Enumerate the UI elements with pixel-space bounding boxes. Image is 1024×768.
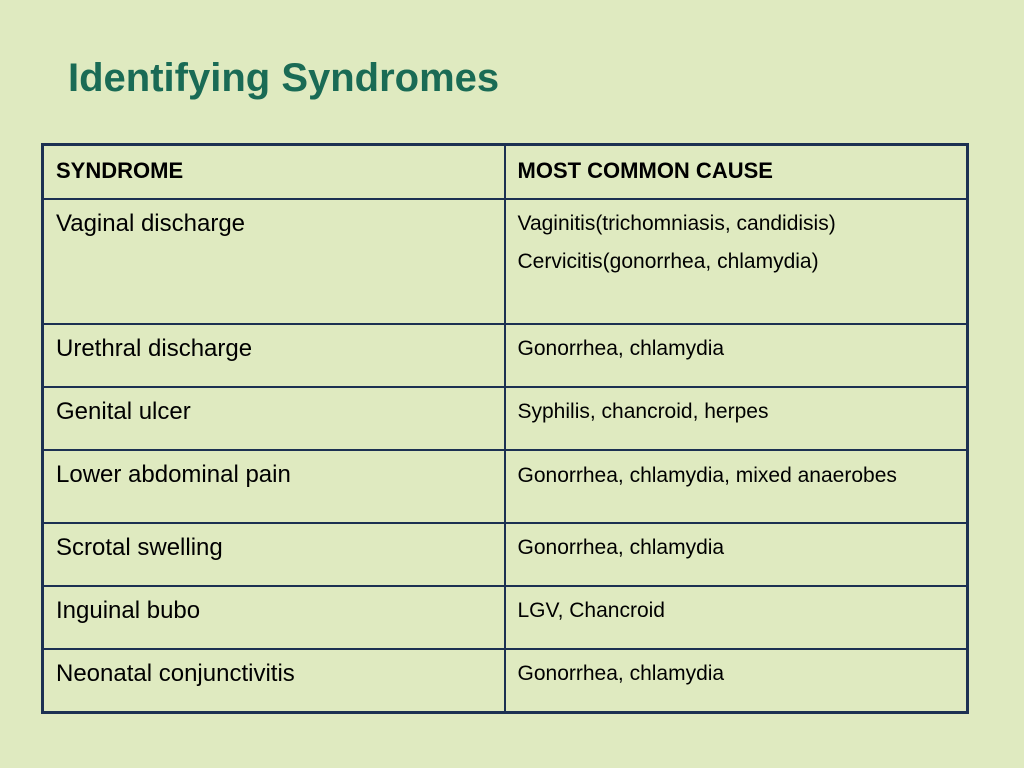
cause-line: Cervicitis(gonorrhea, chlamydia)	[517, 249, 819, 273]
cause-cell	[505, 450, 968, 523]
table-row	[43, 523, 968, 586]
table-row	[43, 649, 968, 713]
table-row	[43, 324, 968, 387]
syndrome-cell: Inguinal bubo	[43, 586, 505, 649]
cause-cell	[505, 523, 968, 586]
cause-line: Gonorrhea, chlamydia	[517, 336, 725, 360]
slide-title: Identifying Syndromes	[68, 56, 500, 100]
header-syndrome: SYNDROME	[43, 145, 505, 199]
syndrome-cell: Scrotal swelling	[43, 523, 505, 586]
cause-line: Gonorrhea, chlamydia	[517, 661, 725, 685]
header-most-common-cause: MOST COMMON CAUSE	[505, 145, 968, 199]
table-row	[43, 450, 968, 523]
cause-line: Gonorrhea, chlamydia	[517, 535, 725, 559]
syndrome-cell: Urethral discharge	[43, 324, 505, 387]
syndrome-cell: Genital ulcer	[43, 387, 505, 450]
cause-cell	[505, 199, 968, 324]
cause-line: Gonorrhea, chlamydia, mixed anaerobes	[517, 463, 897, 487]
cause-cell	[505, 586, 968, 649]
cause-line: Syphilis, chancroid, herpes	[517, 399, 769, 423]
header-row	[43, 145, 968, 199]
table-row	[43, 199, 968, 324]
syndrome-cell: Vaginal discharge	[43, 199, 505, 324]
syndrome-table	[41, 143, 969, 714]
syndrome-cell: Lower abdominal pain	[43, 450, 505, 523]
cause-cell	[505, 649, 968, 713]
syndrome-cell: Neonatal conjunctivitis	[43, 649, 505, 713]
table-row	[43, 586, 968, 649]
table-row	[43, 387, 968, 450]
cause-line: LGV, Chancroid	[517, 598, 665, 622]
cause-cell	[505, 387, 968, 450]
cause-line: Vaginitis(trichomniasis, candidisis)	[517, 211, 836, 235]
cause-cell	[505, 324, 968, 387]
